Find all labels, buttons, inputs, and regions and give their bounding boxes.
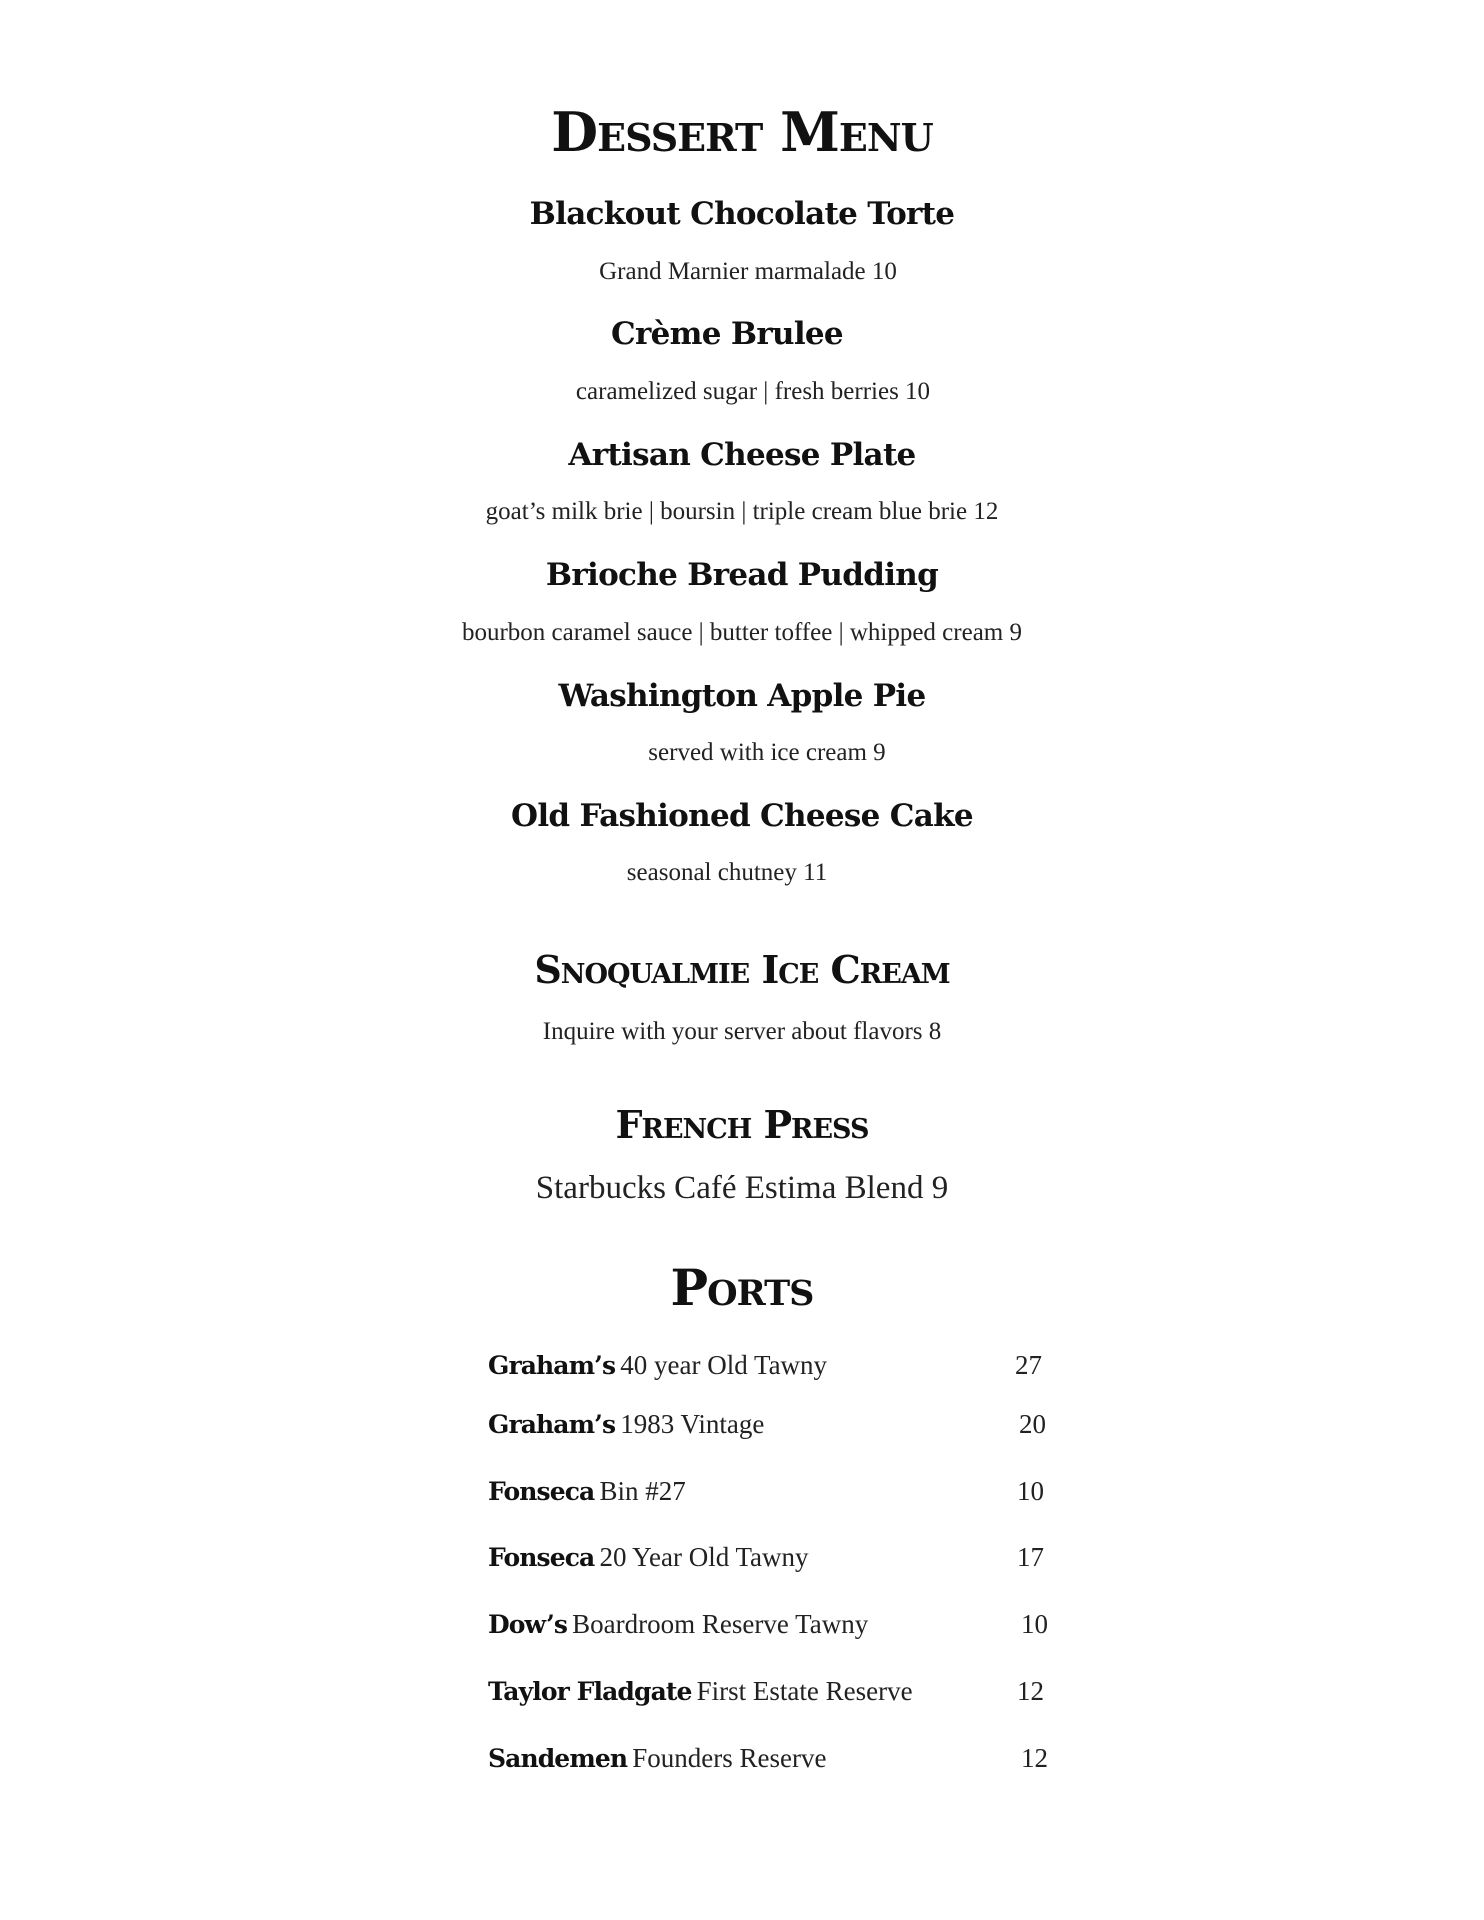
port-brand: Graham’s — [488, 1351, 616, 1380]
port-price: 12 — [1017, 1676, 1044, 1706]
port-brand: Fonseca — [488, 1477, 595, 1506]
port-price: 20 — [1019, 1409, 1046, 1439]
dessert-item-description: caramelized sugar | fresh berries 10 — [575, 378, 931, 405]
dessert-item-name: Blackout Chocolate Torte — [529, 196, 955, 232]
port-row — [488, 1350, 1054, 1390]
port-row — [488, 1476, 1054, 1516]
dessert-item-description: seasonal chutney 11 — [626, 859, 828, 886]
port-name: 20 Year Old Tawny — [599, 1542, 809, 1572]
port-row — [488, 1409, 1054, 1449]
dessert-item-name: Artisan Cheese Plate — [568, 437, 916, 473]
port-name: 40 year Old Tawny — [620, 1350, 828, 1380]
port-price: 17 — [1017, 1542, 1044, 1572]
port-price: 10 — [1021, 1609, 1048, 1639]
port-row — [488, 1542, 1054, 1582]
dessert-menu-title: Dessert Menu — [551, 100, 933, 164]
port-name: Founders Reserve — [632, 1743, 827, 1773]
ice-cream-title: Snoqualmie Ice Cream — [534, 947, 950, 992]
port-row — [488, 1609, 1054, 1649]
ice-cream-description: Inquire with your server about flavors 8 — [542, 1018, 942, 1045]
port-name: Bin #27 — [599, 1476, 686, 1506]
port-row — [488, 1743, 1054, 1783]
dessert-item-name: Crème Brulee — [611, 316, 843, 352]
port-brand: Sandemen — [488, 1744, 628, 1773]
dessert-item-name: Brioche Bread Pudding — [545, 557, 939, 593]
dessert-item-description: bourbon caramel sauce | butter toffee | whipped cream 9 — [461, 619, 1022, 646]
port-brand: Taylor Fladgate — [488, 1677, 692, 1706]
port-price: 10 — [1017, 1476, 1044, 1506]
dessert-item-name: Old Fashioned Cheese Cake — [511, 798, 973, 834]
dessert-item-description: served with ice cream 9 — [648, 739, 886, 766]
port-price: 27 — [1015, 1350, 1042, 1380]
french-press-description: Starbucks Café Estima Blend 9 — [535, 1170, 949, 1206]
port-name: 1983 Vintage — [620, 1409, 765, 1439]
port-name: Boardroom Reserve Tawny — [572, 1609, 869, 1639]
port-row — [488, 1676, 1054, 1716]
french-press-title: French Press — [615, 1102, 869, 1147]
dessert-item-name: Washington Apple Pie — [558, 678, 926, 714]
ports-title: Ports — [670, 1258, 814, 1317]
port-brand: Fonseca — [488, 1543, 595, 1572]
dessert-item-description: goat’s milk brie | boursin | triple cream blue brie 12 — [485, 498, 999, 525]
port-name: First Estate Reserve — [696, 1676, 913, 1706]
dessert-item-description: Grand Marnier marmalade 10 — [599, 258, 897, 285]
port-brand: Graham’s — [488, 1410, 616, 1439]
port-brand: Dow’s — [488, 1610, 568, 1639]
port-price: 12 — [1021, 1743, 1048, 1773]
